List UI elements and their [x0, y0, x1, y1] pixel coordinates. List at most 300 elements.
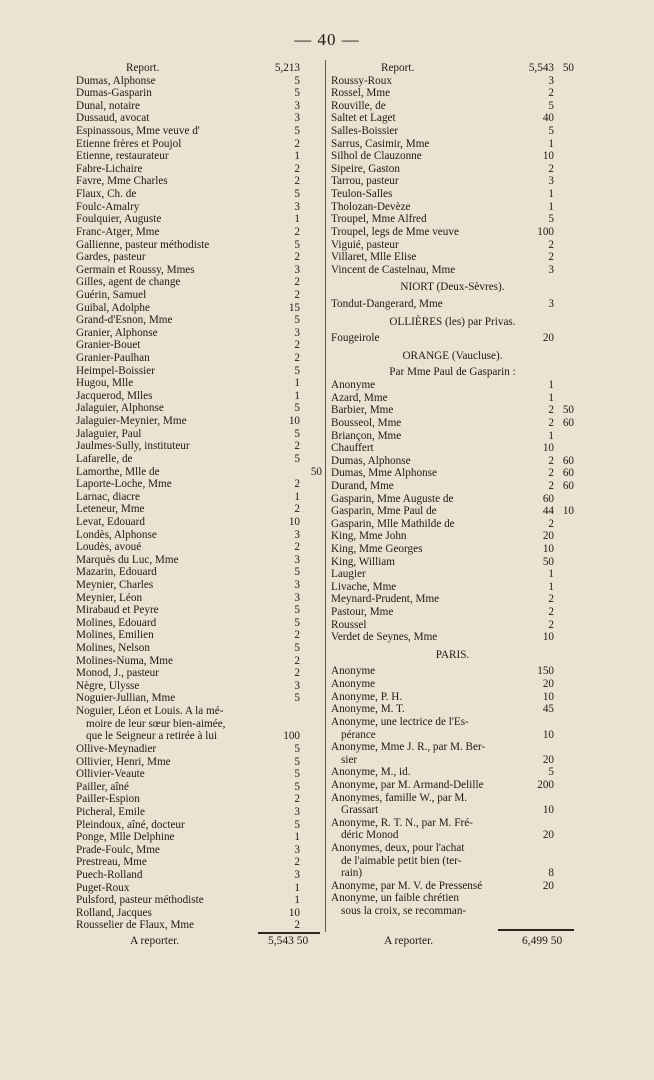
donation-cents: [300, 226, 322, 239]
donor-name: Anonyme, P. H.: [331, 690, 403, 703]
donation-cents: [300, 138, 322, 151]
donor-name: de l'aimable petit bien (ter-: [341, 854, 462, 867]
donation-cents: [300, 579, 322, 592]
donor-name: Chauffert: [331, 442, 374, 455]
donation-amount: 5: [294, 755, 300, 768]
donation-cents: [554, 804, 574, 817]
donor-row: [76, 440, 322, 453]
donation-cents: [554, 792, 574, 805]
donor-row: [331, 213, 574, 226]
donation-amount: 5: [294, 74, 300, 87]
donor-row: [331, 150, 574, 163]
donor-name: Prestreau, Mme: [76, 856, 147, 869]
donation-amount: 100: [283, 730, 300, 743]
donor-row: [331, 568, 574, 581]
donation-cents: [300, 894, 322, 907]
donor-row: [76, 806, 322, 819]
donation-cents: [300, 604, 322, 617]
donor-row: [331, 867, 574, 880]
donation-amount: 2: [294, 339, 300, 352]
donor-name: King, Mme Georges: [331, 542, 423, 555]
donor-row: [76, 100, 322, 113]
donor-row: [331, 251, 574, 264]
donation-cents: [554, 829, 574, 842]
donor-row: [331, 430, 574, 443]
donation-amount: 1: [548, 580, 554, 593]
left-footer-amount: 5,543 50: [268, 935, 309, 947]
donation-cents: [300, 100, 322, 113]
donation-amount: 2: [294, 856, 300, 869]
donor-name: Anonyme: [331, 678, 376, 691]
donation-cents: [554, 678, 574, 691]
donor-name: Anonyme: [331, 379, 376, 392]
donor-row: [76, 819, 322, 832]
donation-amount: [245, 718, 300, 731]
donation-amount: [514, 905, 554, 918]
donor-row: [331, 892, 574, 905]
donation-amount: [514, 716, 554, 729]
donor-name: Jalaguier, Alphonse: [76, 402, 164, 415]
right-column: [331, 62, 574, 918]
donation-cents: [554, 226, 574, 239]
donation-cents: [554, 379, 574, 392]
donor-row: [76, 692, 322, 705]
donor-row: [76, 289, 322, 302]
donor-name: Espinassous, Mme veuve d': [76, 125, 200, 138]
donor-name: Fougeirole: [331, 332, 380, 345]
donation-amount: 2: [294, 541, 300, 554]
donation-cents: [300, 655, 322, 668]
donor-name: Grassart: [341, 804, 379, 817]
donor-name: Ollive-Meynadier: [76, 742, 157, 755]
donor-row: [331, 716, 574, 729]
donation-cents: [554, 163, 574, 176]
donation-amount: 5: [294, 364, 300, 377]
donor-name: Dumas, Alphonse: [331, 454, 411, 467]
donor-name: Vincent de Castelnau, Mme: [331, 263, 456, 276]
donation-cents: [554, 631, 574, 644]
donor-row: [76, 831, 322, 844]
donation-amount: 5: [294, 87, 300, 100]
donation-amount: 1: [548, 391, 554, 404]
donation-cents: [300, 302, 322, 315]
donor-name: Noguier-Jullian, Mme: [76, 692, 176, 705]
donation-amount: 5: [548, 213, 554, 226]
donation-amount: 1: [548, 429, 554, 442]
donation-amount: 45: [542, 703, 554, 716]
donation-cents: [300, 541, 322, 554]
donor-row: [331, 703, 574, 716]
donation-amount: 20: [542, 829, 554, 842]
donation-amount: 5: [294, 642, 300, 655]
donation-amount: 3: [548, 175, 554, 188]
donation-amount: 1: [294, 831, 300, 844]
donor-name: Anonyme, M., id.: [331, 766, 411, 779]
donor-row: [331, 239, 574, 252]
donor-row: [331, 581, 574, 594]
donation-amount: 1: [548, 200, 554, 213]
donation-amount: 2: [294, 225, 300, 238]
donation-cents: [300, 617, 322, 630]
donation-amount: 5: [294, 742, 300, 755]
donation-amount: 10: [542, 542, 554, 555]
donation-cents: [554, 581, 574, 594]
donor-row: [331, 100, 574, 113]
donation-cents: [300, 428, 322, 441]
donor-name: Leteneur, Mme: [76, 503, 145, 516]
donation-cents: [300, 642, 322, 655]
donor-row: [331, 678, 574, 691]
donor-name: Rousselier de Flaux, Mme: [76, 919, 195, 932]
donation-amount: 10: [542, 690, 554, 703]
donation-cents: [300, 327, 322, 340]
donation-cents: [300, 150, 322, 163]
donation-cents: [554, 779, 574, 792]
donation-cents: [300, 844, 322, 857]
donation-amount: 20: [542, 530, 554, 543]
donation-cents: [300, 491, 322, 504]
donation-amount: 60: [542, 492, 554, 505]
donor-name: Anonyme, R. T. N., par M. Fré-: [331, 816, 473, 829]
right-footer-amount: 6,499 50: [522, 935, 563, 947]
donor-name: que le Seigneur a retirée à lui: [86, 730, 218, 743]
donation-cents: [300, 882, 322, 895]
donation-cents: [300, 377, 322, 390]
donor-row: [331, 175, 574, 188]
donation-amount: 3: [294, 112, 300, 125]
donation-amount: 3: [548, 297, 554, 310]
donation-cents: [300, 390, 322, 403]
donor-row: [331, 779, 574, 792]
donation-amount: 3: [294, 578, 300, 591]
donor-name: Jaulmes-Sully, instituteur: [76, 440, 190, 453]
donation-amount: 3: [294, 843, 300, 856]
donation-amount: 3: [294, 263, 300, 276]
donor-row: [331, 593, 574, 606]
donation-cents: [300, 793, 322, 806]
donor-row: [331, 188, 574, 201]
donor-row: [331, 379, 574, 392]
donor-row: [76, 226, 322, 239]
donation-cents: [300, 503, 322, 516]
donor-name: Dumas, Mme Alphonse: [331, 467, 437, 480]
donor-name: sier: [341, 753, 358, 766]
donation-amount: 3: [294, 869, 300, 881]
donor-row: [331, 530, 574, 543]
donor-row: [76, 503, 322, 516]
donor-row: [76, 516, 322, 529]
donation-cents: [554, 251, 574, 264]
donor-row: [331, 480, 574, 493]
donor-name: Grand-d'Esnon, Mme: [76, 314, 173, 327]
donation-cents: 60: [562, 416, 574, 429]
donation-amount: 10: [542, 631, 554, 644]
donation-amount: 5,213: [274, 62, 300, 74]
donor-name: Gilles, agent de change: [76, 276, 181, 289]
donation-cents: [300, 188, 322, 201]
donor-row: [331, 518, 574, 531]
donor-name: Anonyme, un faible chrétien: [331, 892, 459, 905]
donation-amount: 3: [548, 263, 554, 276]
donation-cents: [554, 112, 574, 125]
donation-amount: 200: [537, 778, 554, 791]
donation-cents: 60: [562, 479, 574, 492]
donor-row: [76, 390, 322, 403]
donation-cents: [554, 619, 574, 632]
donation-cents: [300, 314, 322, 327]
donor-name: Guérin, Samuel: [76, 288, 147, 301]
donation-amount: 5: [294, 402, 300, 415]
donation-amount: 1: [548, 379, 554, 392]
donor-name: moire de leur sœur bien-aimée,: [86, 717, 226, 730]
donor-row: [76, 743, 322, 756]
donation-cents: [300, 743, 322, 756]
donor-name: Mazarin, Edouard: [76, 566, 157, 579]
donor-name: Jacquerod, Mlles: [76, 389, 153, 402]
donor-name: King, Mme John: [331, 530, 407, 543]
donation-amount: 5: [294, 427, 300, 440]
donation-cents: [554, 430, 574, 443]
donor-row: [331, 543, 574, 556]
donor-row: [76, 201, 322, 214]
donation-amount: 5: [548, 125, 554, 138]
donor-row: [76, 642, 322, 655]
donor-name: Ollivier-Veaute: [76, 768, 145, 781]
donor-row: [331, 125, 574, 138]
donation-amount: 5: [294, 566, 300, 579]
donation-amount: 1: [294, 377, 300, 390]
donation-cents: [554, 867, 574, 880]
donor-name: Gardes, pasteur: [76, 251, 146, 264]
donor-row: [331, 493, 574, 506]
donation-amount: 2: [548, 517, 554, 530]
donation-amount: 5: [294, 604, 300, 617]
donation-cents: [300, 529, 322, 542]
donor-name: Puget-Roux: [76, 881, 130, 894]
donation-amount: 2: [294, 137, 300, 150]
donor-row: [331, 855, 574, 868]
donor-name: Guibal, Adolphe: [76, 301, 150, 314]
donor-name: Franc-Atger, Mme: [76, 225, 160, 238]
donor-name: Granier-Bouet: [76, 339, 141, 352]
donation-cents: [554, 332, 574, 345]
donor-row: [76, 894, 322, 907]
donor-row: [331, 556, 574, 569]
donation-amount: 2: [548, 87, 554, 100]
donor-name: Laugier: [331, 568, 366, 581]
donor-row: [76, 667, 322, 680]
donor-name: Roussel: [331, 618, 367, 631]
donor-name: Anonyme, par M. V. de Pressensé: [331, 879, 483, 892]
donation-cents: [554, 842, 574, 855]
donation-cents: 60: [562, 454, 574, 467]
donation-cents: [554, 855, 574, 868]
donor-row: [76, 264, 322, 277]
donation-cents: [554, 264, 574, 277]
donation-cents: [554, 665, 574, 678]
section-heading: OLLIÈRES (les) par Privas.: [389, 315, 516, 328]
donation-cents: [300, 718, 322, 731]
donation-amount: 10: [542, 728, 554, 741]
donor-name: Sipeire, Gaston: [331, 162, 400, 175]
donation-amount: 3: [294, 326, 300, 339]
donation-amount: 2: [294, 440, 300, 453]
donation-amount: 2: [294, 352, 300, 365]
donation-cents: [300, 705, 322, 718]
donation-amount: 2: [294, 629, 300, 642]
donor-name: Salles-Boissier: [331, 125, 399, 138]
donor-name: déric Monod: [341, 829, 399, 842]
donation-cents: [554, 493, 574, 506]
donor-row: [76, 428, 322, 441]
donation-cents: [300, 352, 322, 365]
donation-amount: 50: [542, 555, 554, 568]
donation-cents: [300, 907, 322, 920]
donation-cents: [300, 402, 322, 415]
donation-cents: 10: [562, 505, 574, 518]
donor-name: Sarrus, Casimir, Mme: [331, 137, 430, 150]
donation-cents: [300, 264, 322, 277]
donation-amount: [514, 741, 554, 754]
donation-amount: 2: [294, 162, 300, 175]
donor-name: Ponge, Mlle Delphine: [76, 831, 175, 844]
right-total-rule: [498, 929, 574, 931]
donor-name: Etienne, restaurateur: [76, 150, 169, 163]
donation-amount: 5: [294, 188, 300, 201]
donation-cents: [300, 251, 322, 264]
donation-amount: 10: [288, 415, 300, 428]
donor-row: [76, 768, 322, 781]
donor-row: [331, 442, 574, 455]
donor-row: [76, 882, 322, 895]
donor-name: Foulc-Amalry: [76, 200, 140, 213]
donor-name: Etienne frères et Poujol: [76, 137, 182, 150]
donation-cents: [554, 392, 574, 405]
donor-row: [331, 417, 574, 430]
donor-name: Durand, Mme: [331, 479, 394, 492]
donor-row: [76, 566, 322, 579]
donor-name: Rolland, Jacques: [76, 906, 152, 919]
donation-amount: 2: [294, 478, 300, 491]
report-row: [76, 62, 322, 75]
donation-amount: 1: [294, 881, 300, 894]
donor-name: Laporte-Loche, Mme: [76, 478, 172, 491]
donor-row: [331, 691, 574, 704]
donor-name: Levat, Edouard: [76, 515, 145, 528]
donation-amount: 2: [548, 479, 554, 492]
donation-cents: 50: [562, 404, 574, 417]
donation-cents: [300, 856, 322, 869]
donation-cents: [300, 554, 322, 567]
donor-name: Jalaguier, Paul: [76, 427, 142, 440]
left-total-rule: [258, 932, 320, 934]
donation-amount: 5: [294, 692, 300, 705]
donation-amount: 3: [294, 553, 300, 566]
donation-amount: 5: [548, 766, 554, 779]
donor-row: [331, 905, 574, 918]
donation-amount: 2: [294, 793, 300, 806]
donor-name: rain): [341, 867, 363, 880]
donation-cents: [300, 756, 322, 769]
donor-row: [331, 606, 574, 619]
donation-cents: [300, 667, 322, 680]
right-footer-label: A reporter.: [384, 935, 434, 947]
donor-row: [331, 631, 574, 644]
donation-cents: [300, 175, 322, 188]
donation-amount: 100: [537, 225, 554, 238]
donation-amount: 2: [548, 416, 554, 429]
donation-cents: [554, 892, 574, 905]
donor-row: [76, 352, 322, 365]
donation-cents: [300, 289, 322, 302]
donor-row: [331, 201, 574, 214]
donation-amount: 2: [548, 162, 554, 175]
donor-row: [76, 579, 322, 592]
donation-amount: 2: [548, 238, 554, 251]
donor-name: Roussy-Roux: [331, 74, 392, 87]
donor-name: Loudès, avoué: [76, 541, 142, 554]
donation-cents: [554, 188, 574, 201]
donation-amount: 2: [294, 654, 300, 667]
donation-cents: [300, 806, 322, 819]
donor-name: Fabre-Lichaire: [76, 162, 143, 175]
donor-row: [76, 705, 322, 718]
donor-row: [76, 112, 322, 125]
donor-name: Tholozan-Devèze: [331, 200, 411, 213]
donation-cents: [554, 817, 574, 830]
donor-row: [76, 276, 322, 289]
donation-amount: 2: [548, 251, 554, 264]
donor-name: Saltet et Laget: [331, 112, 396, 125]
donation-amount: 2: [548, 404, 554, 417]
donor-name: Jalaguier-Meynier, Mme: [76, 415, 187, 428]
donation-cents: [300, 919, 322, 932]
donor-row: [331, 505, 574, 518]
donor-row: [331, 226, 574, 239]
donor-row: [331, 112, 574, 125]
donor-row: [76, 478, 322, 491]
donation-cents: [300, 62, 322, 75]
donor-name: Viguié, pasteur: [331, 238, 399, 251]
donor-name: Anonyme, par M. Armand-Delille: [331, 778, 484, 791]
donation-cents: [554, 518, 574, 531]
donor-row: [76, 302, 322, 315]
donation-cents: [300, 781, 322, 794]
donor-name: Larnac, diacre: [76, 490, 140, 503]
donation-cents: [554, 213, 574, 226]
donor-row: [76, 175, 322, 188]
donor-name: Pulsford, pasteur méthodiste: [76, 894, 204, 907]
donor-name: Villaret, Mlle Elise: [331, 251, 417, 264]
donation-amount: 20: [542, 879, 554, 892]
donor-name: Puech-Rolland: [76, 869, 143, 881]
donation-cents: [554, 530, 574, 543]
donor-name: Anonyme, Mme J. R., par M. Ber-: [331, 741, 486, 754]
donor-row: [331, 138, 574, 151]
donor-row: [76, 491, 322, 504]
donor-row: [76, 251, 322, 264]
donor-name: Meynier, Charles: [76, 578, 154, 591]
donation-amount: 20: [542, 678, 554, 691]
donation-amount: 3: [294, 805, 300, 818]
donor-name: Meynard-Prudent, Mme: [331, 593, 440, 606]
donation-cents: 60: [562, 467, 574, 480]
donor-row: [76, 604, 322, 617]
donor-row: [331, 741, 574, 754]
donation-amount: 44: [542, 505, 554, 518]
donor-name: Verdet de Seynes, Mme: [331, 631, 438, 644]
donation-amount: 40: [542, 112, 554, 125]
